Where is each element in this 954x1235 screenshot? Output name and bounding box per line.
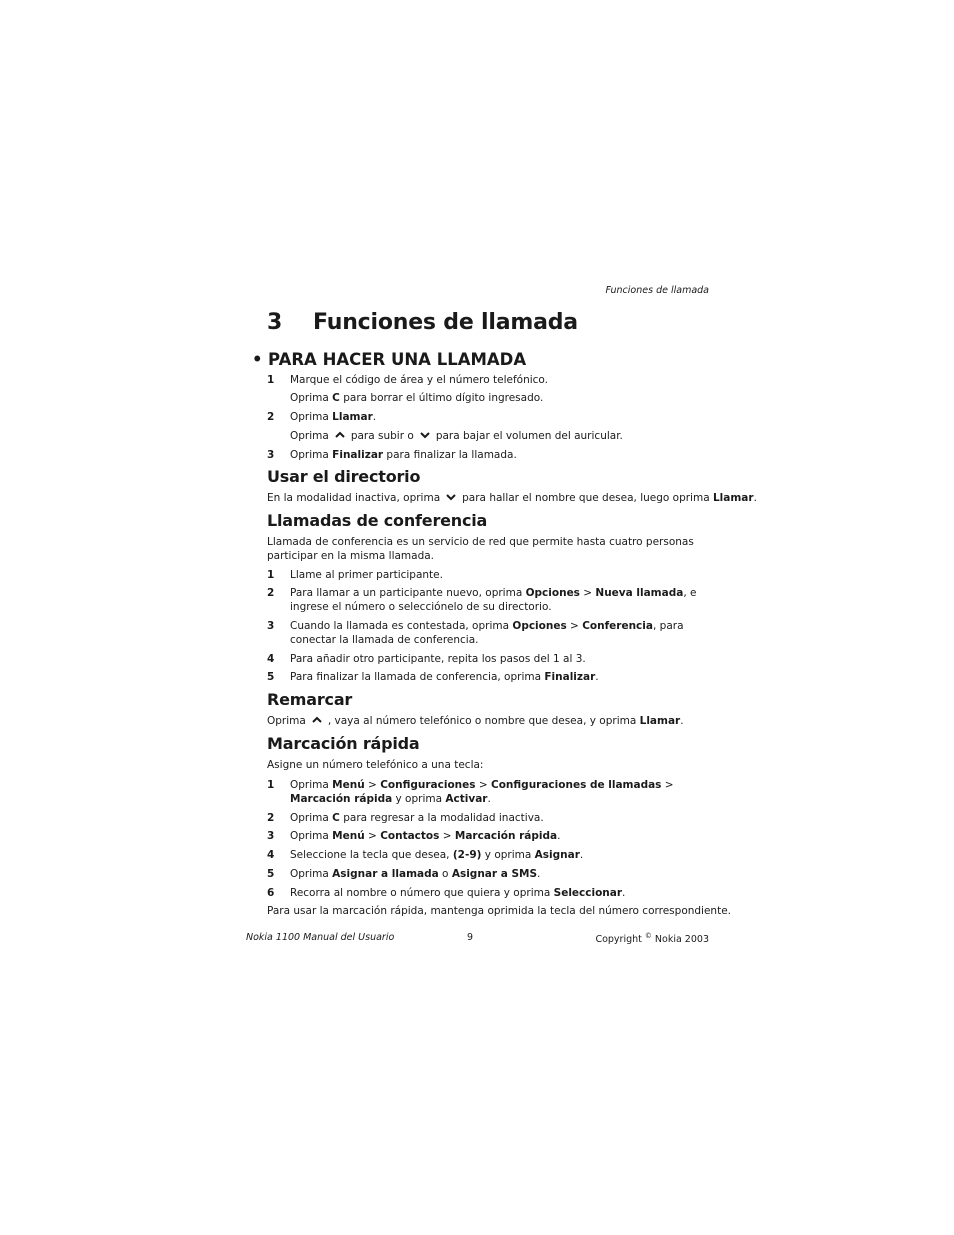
speed-step-6 — [267, 886, 712, 900]
step-text: Oprima Finalizar para finalizar la llamada. — [290, 449, 517, 461]
running-head: Funciones de llamada — [605, 285, 709, 296]
section-title: PARA HACER UNA LLAMADA — [268, 350, 527, 369]
step-number: 5 — [267, 671, 275, 683]
menu-option: Marcación rápida — [454, 830, 558, 842]
call-step-1-note: Oprima C para borrar el último dígito ingresado. — [290, 392, 544, 404]
page-number: 9 — [467, 932, 474, 943]
directory-text: En la modalidad inactiva, oprima para hallar el nombre que desea, luego oprima Llamar. — [267, 492, 757, 504]
key-name: Llamar — [332, 411, 373, 423]
key-name: (2-9) — [452, 849, 482, 861]
step-text: Para añadir otro participante, repita los pasos del 1 al 3. — [290, 653, 586, 665]
menu-option: Asignar — [534, 849, 580, 861]
scroll-down-icon — [418, 430, 432, 440]
menu-option: Seleccionar — [553, 887, 623, 899]
step-text: Seleccione la tecla que desea, (2-9) y oprima Asignar. — [290, 849, 584, 861]
redial-heading: Remarcar — [267, 690, 353, 709]
key-name: Finalizar — [332, 449, 384, 461]
call-step-2 — [267, 410, 712, 424]
step-number: 5 — [267, 868, 275, 880]
speed-step-3 — [267, 829, 712, 843]
step-number: 3 — [267, 620, 275, 632]
speed-step-1 — [267, 778, 712, 806]
footer-copyright: Copyright © Nokia 2003 — [595, 932, 709, 946]
footer-manual-title: Nokia 1100 Manual del Usuario — [246, 932, 395, 943]
call-step-2-note: Oprima para subir o para bajar el volumen del auricular. — [290, 430, 623, 442]
speed-dial-heading: Marcación rápida — [267, 734, 420, 753]
step-number: 2 — [267, 411, 275, 423]
scroll-up-icon — [333, 430, 347, 440]
step-number: 1 — [267, 374, 275, 386]
call-step-1 — [267, 373, 712, 387]
step-number: 1 — [267, 779, 275, 791]
conference-step-1 — [267, 568, 712, 582]
directory-heading: Usar el directorio — [267, 467, 421, 486]
redial-text: Oprima , vaya al número telefónico o nombre que desea, y oprima Llamar. — [267, 715, 684, 727]
menu-option: Nueva llamada — [595, 587, 684, 599]
step-text: Cuando la llamada es contestada, oprima Opciones > Conferencia, para conectar la llamada de conferencia. — [290, 620, 684, 646]
speed-dial-outro: Para usar la marcación rápida, mantenga oprimida la tecla del número correspondiente. — [267, 905, 732, 917]
speed-step-2 — [267, 811, 712, 825]
menu-option: Menú — [332, 779, 365, 791]
menu-option: Asignar a SMS — [451, 868, 538, 880]
menu-option: Marcación rápida — [290, 793, 393, 805]
call-step-3 — [267, 448, 712, 462]
step-text: Oprima C para regresar a la modalidad inactiva. — [290, 812, 544, 824]
menu-option: Configuraciones — [380, 779, 476, 791]
section-bullet: • — [252, 350, 263, 369]
conference-intro: Llamada de conferencia es un servicio de red que permite hasta cuatro personas participar en la misma llamada. — [267, 536, 694, 562]
menu-option: Opciones — [525, 587, 580, 599]
chapter-number: 3 — [267, 310, 283, 335]
menu-option: Asignar a llamada — [332, 868, 439, 880]
step-text: Oprima Asignar a llamada o Asignar a SMS. — [290, 868, 541, 880]
scroll-up-icon — [310, 715, 324, 725]
step-text: Oprima Menú > Contactos > Marcación rápida. — [290, 830, 561, 842]
menu-option: Contactos — [380, 830, 440, 842]
speed-step-5 — [267, 867, 712, 881]
step-number: 3 — [267, 830, 275, 842]
menu-option: Conferencia — [582, 620, 653, 632]
menu-option: Opciones — [512, 620, 567, 632]
scroll-down-icon — [444, 492, 458, 502]
step-number: 1 — [267, 569, 275, 581]
key-name: Finalizar — [544, 671, 596, 683]
step-number: 2 — [267, 587, 275, 599]
chapter-title — [267, 310, 578, 335]
step-text: Oprima Menú > Configuraciones > Configuraciones de llamadas > Marcación rápida y oprima Activar. — [290, 779, 674, 805]
chapter-title-text: Funciones de llamada — [313, 310, 578, 335]
conference-step-4 — [267, 652, 712, 666]
copyright-symbol: © — [644, 932, 652, 940]
key-name: Llamar — [712, 492, 754, 504]
step-number: 4 — [267, 653, 275, 665]
menu-option: Menú — [332, 830, 365, 842]
key-name: C — [332, 812, 340, 824]
conference-step-2 — [267, 586, 712, 614]
step-text: Para finalizar la llamada de conferencia, oprima Finalizar. — [290, 671, 599, 683]
step-text: Llame al primer participante. — [290, 569, 443, 581]
step-number: 6 — [267, 887, 275, 899]
menu-option: Activar — [445, 793, 488, 805]
menu-option: Configuraciones de llamadas — [491, 779, 662, 791]
step-number: 4 — [267, 849, 275, 861]
conference-step-3 — [267, 619, 712, 647]
step-number: 2 — [267, 812, 275, 824]
section-heading — [252, 350, 526, 369]
conference-heading: Llamadas de conferencia — [267, 511, 488, 530]
speed-dial-intro: Asigne un número telefónico a una tecla: — [267, 759, 484, 771]
key-name: Llamar — [639, 715, 681, 727]
step-text: Marque el código de área y el número telefónico. — [290, 374, 548, 386]
speed-step-4 — [267, 848, 712, 862]
step-number: 3 — [267, 449, 275, 461]
step-text: Oprima Llamar. — [290, 411, 377, 423]
conference-step-5 — [267, 670, 712, 684]
key-name: C — [332, 392, 340, 404]
step-text: Para llamar a un participante nuevo, oprima Opciones > Nueva llamada, e ingrese el número o selecciónelo de su directorio. — [290, 587, 697, 613]
step-text: Recorra al nombre o número que quiera y oprima Seleccionar. — [290, 887, 626, 899]
